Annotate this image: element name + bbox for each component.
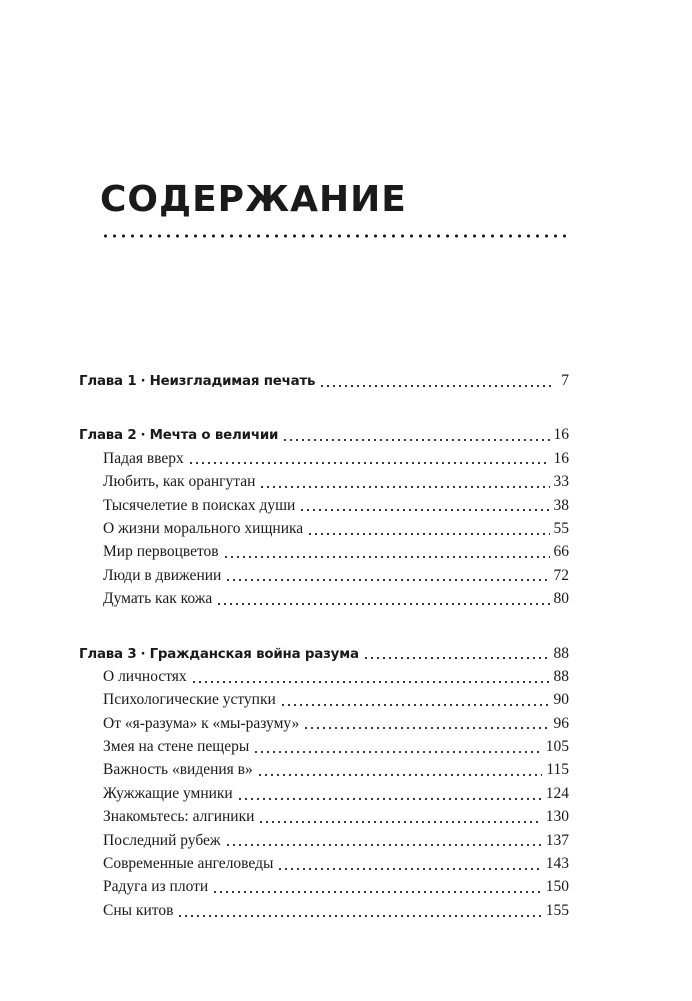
section-title: От «я-разума» к «мы-разуму» [103, 714, 300, 732]
section-title: Мир первоцветов [103, 543, 219, 561]
dot-leader [319, 384, 555, 388]
page-number: 80 [553, 590, 569, 608]
chapter-separator: · [140, 646, 146, 662]
page-number: 143 [545, 855, 569, 873]
page-number: 16 [553, 449, 569, 467]
chapter-title: Мечта о величии [149, 428, 279, 444]
chapter-entry[interactable] [79, 642, 569, 665]
dot-leader [212, 890, 542, 894]
section-title: Жужжащие умники [103, 784, 233, 802]
page-number: 33 [553, 473, 569, 491]
dot-leader [282, 438, 549, 442]
dot-leader [237, 797, 542, 801]
section-title: Современные ангеловеды [103, 855, 274, 873]
chapter-title: Неизгладимая печать [149, 374, 316, 389]
dot-leader [257, 773, 543, 777]
chapter-entry[interactable] [79, 369, 569, 392]
page-number: 124 [545, 784, 569, 802]
dot-leader [177, 914, 541, 918]
section-title: Падая вверх [103, 449, 184, 467]
section-title: О личностях [103, 667, 187, 685]
page-number: 66 [553, 543, 569, 561]
section-entry[interactable] [79, 852, 569, 875]
dot-leader [363, 656, 550, 660]
page-number: 72 [553, 566, 569, 584]
section-entry[interactable] [79, 517, 569, 540]
dot-leader [303, 726, 549, 730]
section-title: Думать как кожа [103, 590, 213, 608]
section-title: Сны китов [103, 901, 174, 919]
section-entry[interactable] [79, 805, 569, 828]
dotted-divider [101, 234, 567, 238]
section-entry[interactable] [79, 494, 569, 517]
chapter-entry[interactable] [79, 423, 569, 446]
section-title: Последний рубеж [103, 831, 221, 849]
page-number: 137 [545, 831, 569, 849]
dot-leader [277, 867, 541, 871]
chapter-separator: · [140, 374, 146, 389]
section-entry[interactable] [79, 829, 569, 852]
page-number: 130 [545, 808, 569, 826]
page-number: 150 [545, 878, 569, 896]
section-title: Радуга из плоти [103, 878, 209, 896]
section-entry[interactable] [79, 782, 569, 805]
chapter-label: Глава 1 [79, 374, 137, 389]
section-entry[interactable] [79, 564, 569, 587]
dot-leader [225, 578, 549, 582]
dot-leader [188, 461, 550, 465]
page-number: 7 [561, 372, 569, 389]
section-title: О жизни морального хищника [103, 519, 304, 537]
section-entry[interactable] [79, 899, 569, 922]
chapter-label: Глава 3 [79, 646, 137, 662]
chapter-1 [79, 369, 569, 392]
dot-leader [259, 485, 549, 489]
section-title: Знакомьтесь: алгиники [103, 808, 255, 826]
chapter-spacer [79, 621, 569, 642]
chapter-separator: · [140, 428, 146, 444]
dot-leader [307, 532, 549, 536]
dot-leader [223, 555, 550, 559]
table-of-contents [79, 369, 569, 932]
page-number: 38 [553, 496, 569, 514]
section-entry[interactable] [79, 540, 569, 563]
section-title: Психологические уступки [103, 691, 276, 709]
section-entry[interactable] [79, 688, 569, 711]
section-entry[interactable] [79, 447, 569, 470]
page-number: 16 [553, 426, 569, 444]
chapter-title: Гражданская война разума [149, 646, 359, 662]
section-entry[interactable] [79, 470, 569, 493]
dot-leader [191, 680, 550, 684]
page-title: СОДЕРЖАНИЕ [100, 179, 407, 220]
section-entry[interactable] [79, 712, 569, 735]
page-number: 88 [553, 644, 569, 662]
page-number: 88 [553, 667, 569, 685]
section-entry[interactable] [79, 735, 569, 758]
chapter-2 [79, 423, 569, 610]
page-number: 96 [553, 714, 569, 732]
section-title: Змея на стене пещеры [103, 738, 250, 756]
dot-leader [253, 750, 542, 754]
chapter-3 [79, 642, 569, 923]
dot-leader [299, 508, 549, 512]
page-number: 115 [546, 761, 569, 779]
dot-leader [216, 602, 549, 606]
section-title: Люди в движении [103, 566, 222, 584]
chapter-spacer [79, 402, 569, 423]
page-number: 55 [553, 519, 569, 537]
section-title: Важность «видения в» [103, 761, 253, 779]
dot-leader [225, 843, 542, 847]
page-number: 90 [553, 691, 569, 709]
section-entry[interactable] [79, 665, 569, 688]
section-title: Тысячелетие в поисках души [103, 496, 296, 514]
chapter-label: Глава 2 [79, 428, 137, 444]
page-number: 155 [545, 901, 569, 919]
section-entry[interactable] [79, 758, 569, 781]
section-entry[interactable] [79, 587, 569, 610]
section-entry[interactable] [79, 875, 569, 898]
dot-leader [280, 703, 550, 707]
section-title: Любить, как орангутан [103, 473, 256, 491]
page-number: 105 [545, 738, 569, 756]
dot-leader [258, 820, 541, 824]
